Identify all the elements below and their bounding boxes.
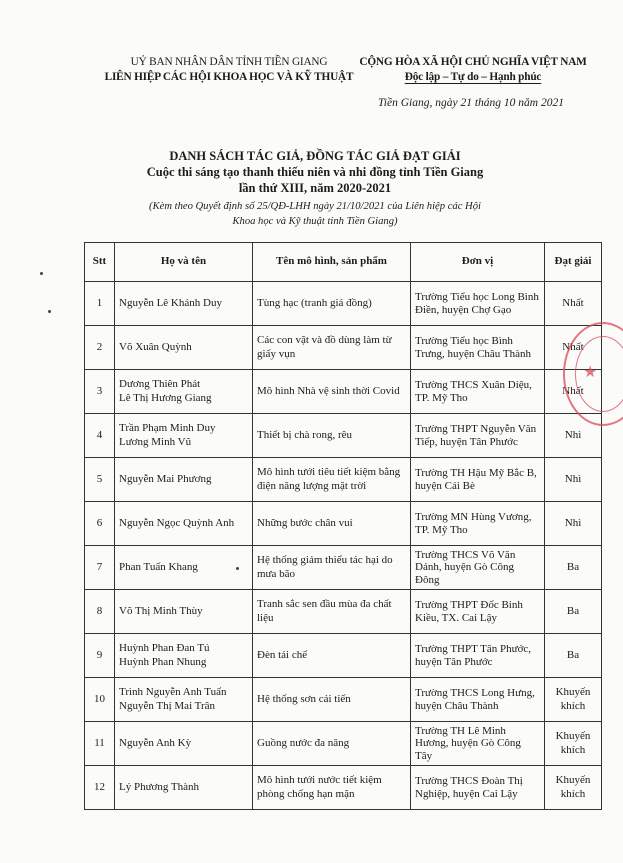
issuing-agency [104,55,354,85]
cell-unit: Trường THPT Nguyễn Văn Tiếp, huyện Tân Phước [411,414,545,458]
cell-stt: 11 [85,722,115,766]
cell-prize: Ba [545,546,602,590]
cell-unit: Trường THCS Đoàn Thị Nghiệp, huyện Cai Lậy [411,766,545,810]
awards-table [84,242,602,810]
table-row [85,502,602,546]
cell-product: Những bước chân vui [253,502,411,546]
national-motto [357,55,589,85]
cell-unit: Trường THPT Tân Phước, huyện Tân Phước [411,634,545,678]
title-line-1: DANH SÁCH TÁC GIẢ, ĐỒNG TÁC GIẢ ĐẠT GIẢI [169,149,461,163]
cell-prize: Nhất [545,282,602,326]
cell-prize: Nhì [545,458,602,502]
cell-product: Các con vật và đồ dùng làm từ giấy vụn [253,326,411,370]
cell-product: Mô hình tưới nước tiết kiệm phòng chống hạn mặn [253,766,411,810]
cell-prize: Ba [545,634,602,678]
subtitle-line-2: Khoa học và Kỹ thuật tỉnh Tiền Giang) [232,215,398,227]
cell-product: Mô hình Nhà vệ sinh thời Covid [253,370,411,414]
cell-stt: 3 [85,370,115,414]
scan-speck [48,310,51,313]
cell-unit: Trường THCS Võ Văn Dánh, huyện Gò Công Đông [411,546,545,590]
cell-stt: 5 [85,458,115,502]
document-date: Tiền Giang, ngày 21 tháng 10 năm 2021 [378,97,564,109]
cell-stt: 8 [85,590,115,634]
table-row [85,458,602,502]
title-line-2: Cuộc thi sáng tạo thanh thiếu niên và nhi đồng tỉnh Tiền Giang [146,165,484,179]
motto-line-1: CỘNG HÒA XÃ HỘI CHỦ NGHĨA VIỆT NAM [359,56,587,68]
cell-unit: Trường THCS Xuân Diệu, TP. Mỹ Tho [411,370,545,414]
cell-stt: 1 [85,282,115,326]
title-line-3: lần thứ XIII, năm 2020-2021 [238,181,392,195]
cell-name: Nguyễn Lê Khánh Duy [115,282,253,326]
table-row [85,414,602,458]
seal-star-icon: ★ [583,362,598,381]
cell-name: Nguyễn Ngọc Quỳnh Anh [115,502,253,546]
cell-name: Trần Phạm Minh Duy Lương Minh Vũ [115,414,253,458]
cell-name: Võ Xuân Quỳnh [115,326,253,370]
cell-prize: Nhì [545,414,602,458]
cell-stt: 6 [85,502,115,546]
cell-name: Phan Tuấn Khang [115,546,253,590]
header-name: Họ và tên [115,243,253,282]
table-header-row [85,243,602,282]
header-stt: Stt [85,243,115,282]
agency-line-1: UỶ BAN NHÂN DÂN TỈNH TIỀN GIANG [130,56,328,68]
cell-prize: Ba [545,590,602,634]
cell-unit: Trường TH Lê Minh Hương, huyện Gò Công Tây [411,722,545,766]
cell-stt: 2 [85,326,115,370]
cell-name: Võ Thị Minh Thùy [115,590,253,634]
cell-name: Trình Nguyễn Anh Tuấn Nguyễn Thị Mai Trân [115,678,253,722]
cell-product: Tranh sắc sen đầu mùa đa chất liệu [253,590,411,634]
cell-name: Nguyễn Mai Phương [115,458,253,502]
cell-name: Lý Phương Thành [115,766,253,810]
scan-speck [236,567,239,570]
scan-speck [40,272,43,275]
cell-prize: Nhì [545,502,602,546]
cell-product: Thiết bị chà rong, rêu [253,414,411,458]
table-row [85,590,602,634]
cell-prize: Nhất [545,326,602,370]
cell-stt: 7 [85,546,115,590]
header-prize: Đạt giải [545,243,602,282]
cell-product: Đèn tái chế [253,634,411,678]
cell-unit: Trường THCS Long Hưng, huyện Châu Thành [411,678,545,722]
header-unit: Đơn vị [411,243,545,282]
cell-product: Mô hình tưới tiêu tiết kiệm bằng điện năng lượng mặt trời [253,458,411,502]
cell-prize: Khuyến khích [545,722,602,766]
subtitle-line-1: (Kèm theo Quyết định số 25/QĐ-LHH ngày 21/10/2021 của Liên hiệp các Hội [149,201,481,212]
motto-line-2: Độc lập – Tự do – Hạnh phúc [404,71,542,83]
cell-unit: Trường Tiểu học Bình Trưng, huyện Châu Thành [411,326,545,370]
cell-product: Hệ thống sơn cải tiến [253,678,411,722]
cell-unit: Trường TH Hậu Mỹ Bắc B, huyện Cái Bè [411,458,545,502]
table-row [85,282,602,326]
cell-prize: Khuyến khích [545,678,602,722]
header-product: Tên mô hình, sản phẩm [253,243,411,282]
cell-name: Nguyễn Anh Kỳ [115,722,253,766]
cell-stt: 4 [85,414,115,458]
cell-stt: 9 [85,634,115,678]
table-row [85,722,602,766]
table-row [85,766,602,810]
cell-stt: 10 [85,678,115,722]
table-row [85,546,602,590]
table-row [85,326,602,370]
document-title [80,148,550,196]
cell-name: Huỳnh Phan Đan Tú Huỳnh Phan Nhung [115,634,253,678]
cell-product: Guồng nước đa năng [253,722,411,766]
document-subtitle [80,200,550,229]
cell-unit: Trường MN Hùng Vương, TP. Mỹ Tho [411,502,545,546]
cell-product: Hệ thống giảm thiểu tác hại do mưa bão [253,546,411,590]
cell-product: Tùng hạc (tranh giá đồng) [253,282,411,326]
cell-name: Dương Thiên Phát Lê Thị Hương Giang [115,370,253,414]
table-row [85,370,602,414]
cell-prize: Nhất [545,370,602,414]
cell-stt: 12 [85,766,115,810]
cell-prize: Khuyến khích [545,766,602,810]
cell-unit: Trường THPT Đốc Binh Kiều, TX. Cai Lậy [411,590,545,634]
cell-unit: Trường Tiểu học Long Bình Điền, huyện Chợ Gạo [411,282,545,326]
agency-line-2: LIÊN HIỆP CÁC HỘI KHOA HỌC VÀ KỸ THUẬT [104,71,354,83]
table-row [85,678,602,722]
table-row [85,634,602,678]
